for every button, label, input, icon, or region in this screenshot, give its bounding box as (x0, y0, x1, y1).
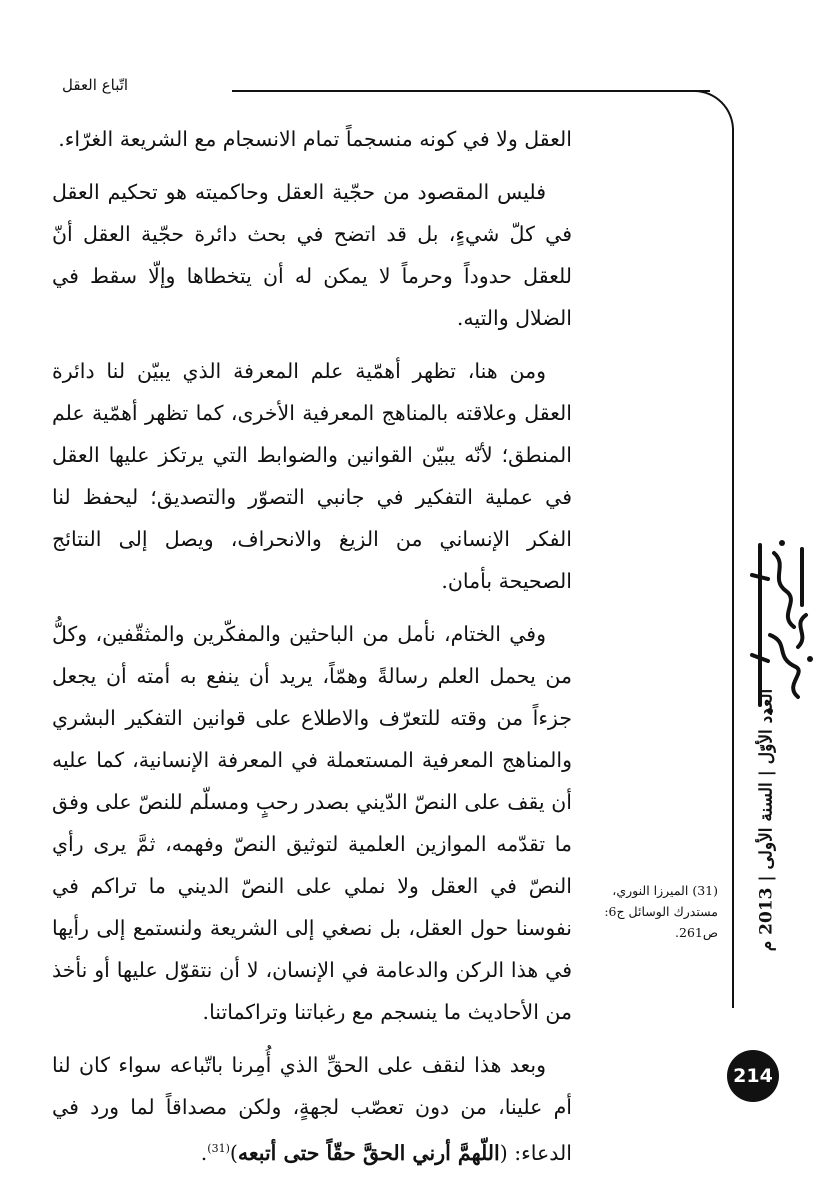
paragraph-5-text: وبعد هذا لنقف على الحقِّ الذي أُمِرنا باتّباعه سواء كان لنا أم علينا، من دون تعصّب لجهةٍ، ولكن مصداقاً لما ورد في (52, 1053, 572, 1119)
calligraphy-logo-icon (740, 535, 820, 715)
footnote-line-3: ص261. (675, 925, 718, 940)
dua-end: . (200, 1140, 208, 1165)
running-header: اتّباع العقل (62, 76, 129, 94)
body-text (52, 118, 572, 1185)
footnote-number: (31) (692, 883, 718, 898)
paragraph-4: وفي الختام، نأمل من الباحثين والمفكّرين والمثقّفين، وكلُّ من يحمل العلم رسالةً وهمّاً، يريد أن ينفع به أمته أن يجعل جزءاً من وقته للتعرّف والاطلاع على قوانين التفكير البشري والمناهج المعرفية المستعملة في المعرفة الإنسانية، كما عليه أن يقف على النصّ الدّيني بصدر رحبٍ ومسلّم للنصّ على وفق ما تقدّمه الموازين العلمية لتوثيق النصّ وفهمه، ثمَّ يرى رأي النصّ في العقل ولا نملي على النصّ الديني ما تراكم في نفوسنا حول العقل، بل نصغي إلى الشريعة ولنستمع إلى رأيها في هذا الركن والدعامة في الإنسان، لا أن نتقوّل عليها أو نأخذ من الأحاديث ما ينسجم مع رغباتنا وتراكماتنا. (52, 622, 572, 1024)
header-rule (232, 90, 710, 92)
footnote-ref[interactable]: (31) (207, 1142, 230, 1155)
paragraph-1: العقل ولا في كونه منسجماً تمام الانسجام مع الشريعة الغرّاء. (58, 127, 572, 151)
page-number: 214 (727, 1050, 779, 1102)
paragraph-5 (52, 1044, 572, 1174)
dua-prefix: الدعاء: ( (499, 1140, 572, 1165)
dua-suffix: ) (229, 1140, 238, 1165)
header-corner (688, 90, 734, 136)
footnote-line-1: (31) الميرزا النوري، (612, 883, 718, 898)
issue-info-text: العدد الأوّل | السنة الأولى | 2013 م (756, 688, 776, 952)
dua-quote: اللّهمَّ أرني الحقَّ حقّاً حتى أتبعه (237, 1140, 500, 1165)
paragraph-2: فليس المقصود من حجّية العقل وحاكميته هو تحكيم العقل في كلّ شيءٍ، بل قد اتضح في بحث دائرة حجّية العقل أنّ للعقل حدوداً وحرماً لا يمكن له أن يتخطاها وإلّا سقط في الضلال والتيه. (52, 180, 572, 330)
margin-rule (732, 128, 734, 1008)
issue-info (736, 688, 796, 952)
footnote-line-2: مستدرك الوسائل ج6: (604, 904, 718, 919)
svg-text:الدليل: الدليل (780, 631, 783, 632)
journal-logo (735, 530, 825, 720)
footnote (594, 880, 718, 943)
paragraph-3: ومن هنا، تظهر أهمّية علم المعرفة الذي يبيّن لنا دائرة العقل وعلاقته بالمناهج المعرفية الأخرى، كما تظهر أهمّية علم المنطق؛ لأنّه يبيّن القوانين والضوابط التي يرتكز عليها العقل في عملية التفكير في جانبي التصوّر والتصديق؛ ليحفظ لنا الفكر الإنساني من الزيغ والانحراف، ويصل إلى النتائج الصحيحة بأمان. (52, 359, 572, 593)
